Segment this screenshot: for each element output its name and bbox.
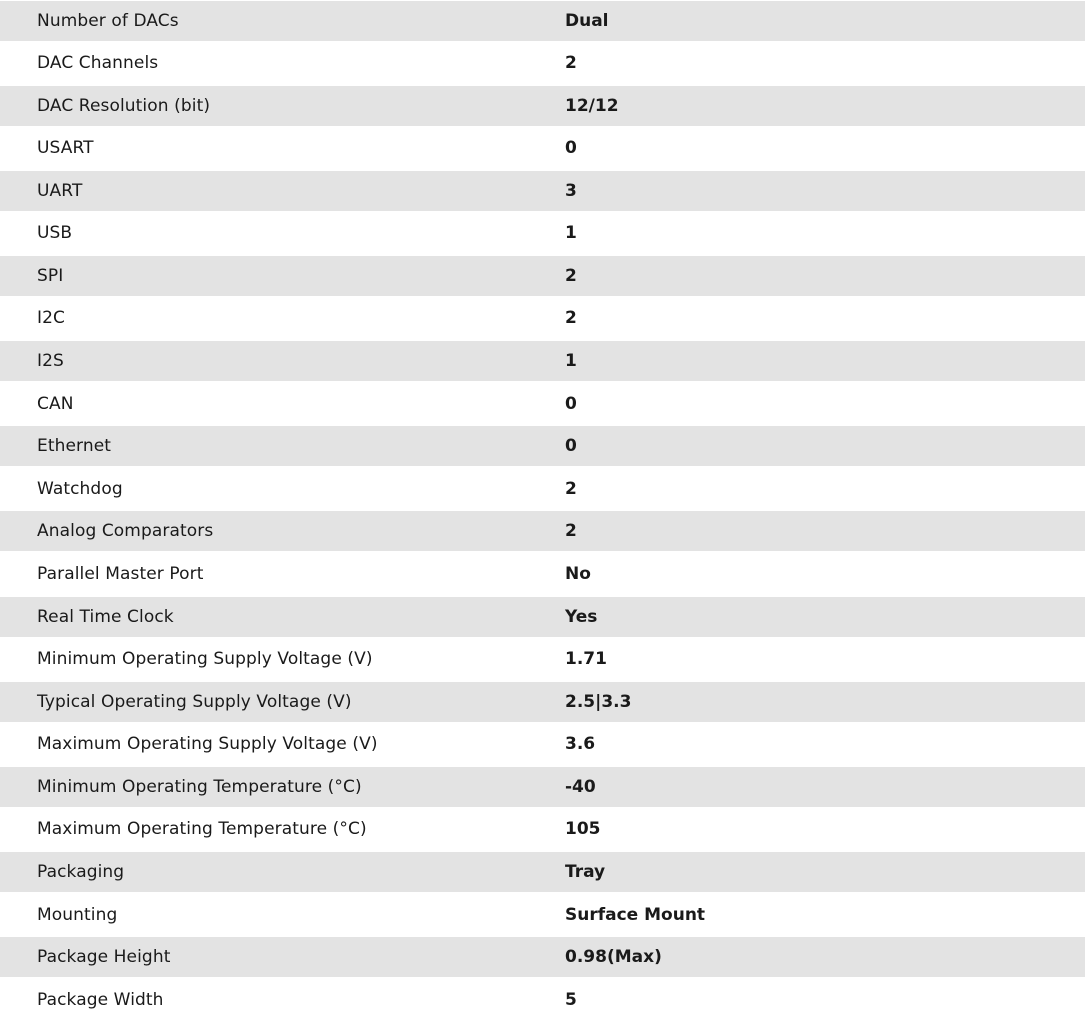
spec-label: I2S (37, 351, 64, 371)
spec-value: Tray (565, 862, 606, 882)
table-row (0, 426, 1085, 466)
spec-value: 3.6 (565, 734, 596, 754)
spec-label: UART (37, 181, 83, 201)
spec-label: SPI (37, 266, 64, 286)
spec-label: Analog Comparators (37, 521, 214, 541)
spec-value: No (565, 564, 591, 584)
spec-label: Maximum Operating Temperature (°C) (37, 819, 367, 839)
table-row (0, 980, 1085, 1020)
table-row (0, 852, 1085, 892)
spec-value: 1 (565, 223, 577, 243)
spec-label: DAC Resolution (bit) (37, 96, 211, 116)
spec-label: Parallel Master Port (37, 564, 204, 584)
table-row (0, 341, 1085, 381)
spec-value: 0.98(Max) (565, 947, 662, 967)
spec-label: USART (37, 138, 94, 158)
table-row (0, 597, 1085, 637)
table-row (0, 298, 1085, 338)
table-row (0, 171, 1085, 211)
table-row (0, 682, 1085, 722)
spec-value: 2 (565, 521, 577, 541)
table-row (0, 724, 1085, 764)
spec-value: 12/12 (565, 96, 619, 116)
spec-label: Minimum Operating Temperature (°C) (37, 777, 362, 797)
table-row (0, 86, 1085, 126)
spec-value: 2.5|3.3 (565, 692, 632, 712)
spec-label: USB (37, 223, 73, 243)
spec-label: Ethernet (37, 436, 112, 456)
table-row (0, 213, 1085, 253)
table-row (0, 384, 1085, 424)
spec-value: 2 (565, 308, 577, 328)
spec-value: 3 (565, 181, 577, 201)
table-row (0, 639, 1085, 679)
spec-label: Package Width (37, 990, 164, 1010)
spec-value: Dual (565, 11, 609, 31)
spec-value: 105 (565, 819, 601, 839)
spec-label: Packaging (37, 862, 125, 882)
table-row (0, 554, 1085, 594)
spec-label: DAC Channels (37, 53, 159, 73)
table-row (0, 256, 1085, 296)
spec-value: 0 (565, 394, 577, 414)
spec-value: 2 (565, 479, 577, 499)
spec-value: Surface Mount (565, 905, 706, 925)
spec-label: Number of DACs (37, 11, 179, 31)
spec-label: I2C (37, 308, 65, 328)
spec-label: CAN (37, 394, 74, 414)
spec-value: -40 (565, 777, 596, 797)
table-row (0, 511, 1085, 551)
table-row (0, 809, 1085, 849)
spec-value: Yes (565, 607, 598, 627)
spec-label: Package Height (37, 947, 171, 967)
spec-label: Watchdog (37, 479, 123, 499)
spec-label: Real Time Clock (37, 607, 174, 627)
spec-value: 0 (565, 436, 577, 456)
table-row (0, 895, 1085, 935)
spec-label: Minimum Operating Supply Voltage (V) (37, 649, 373, 669)
spec-label: Maximum Operating Supply Voltage (V) (37, 734, 378, 754)
spec-value: 5 (565, 990, 577, 1010)
table-row (0, 43, 1085, 83)
spec-label: Typical Operating Supply Voltage (V) (37, 692, 352, 712)
table-row (0, 469, 1085, 509)
spec-label: Mounting (37, 905, 118, 925)
spec-value: 2 (565, 266, 577, 286)
table-row (0, 128, 1085, 168)
spec-value: 1.71 (565, 649, 607, 669)
table-row (0, 767, 1085, 807)
table-row (0, 1, 1085, 41)
spec-value: 0 (565, 138, 577, 158)
spec-value: 2 (565, 53, 577, 73)
spec-value: 1 (565, 351, 577, 371)
table-row (0, 937, 1085, 977)
